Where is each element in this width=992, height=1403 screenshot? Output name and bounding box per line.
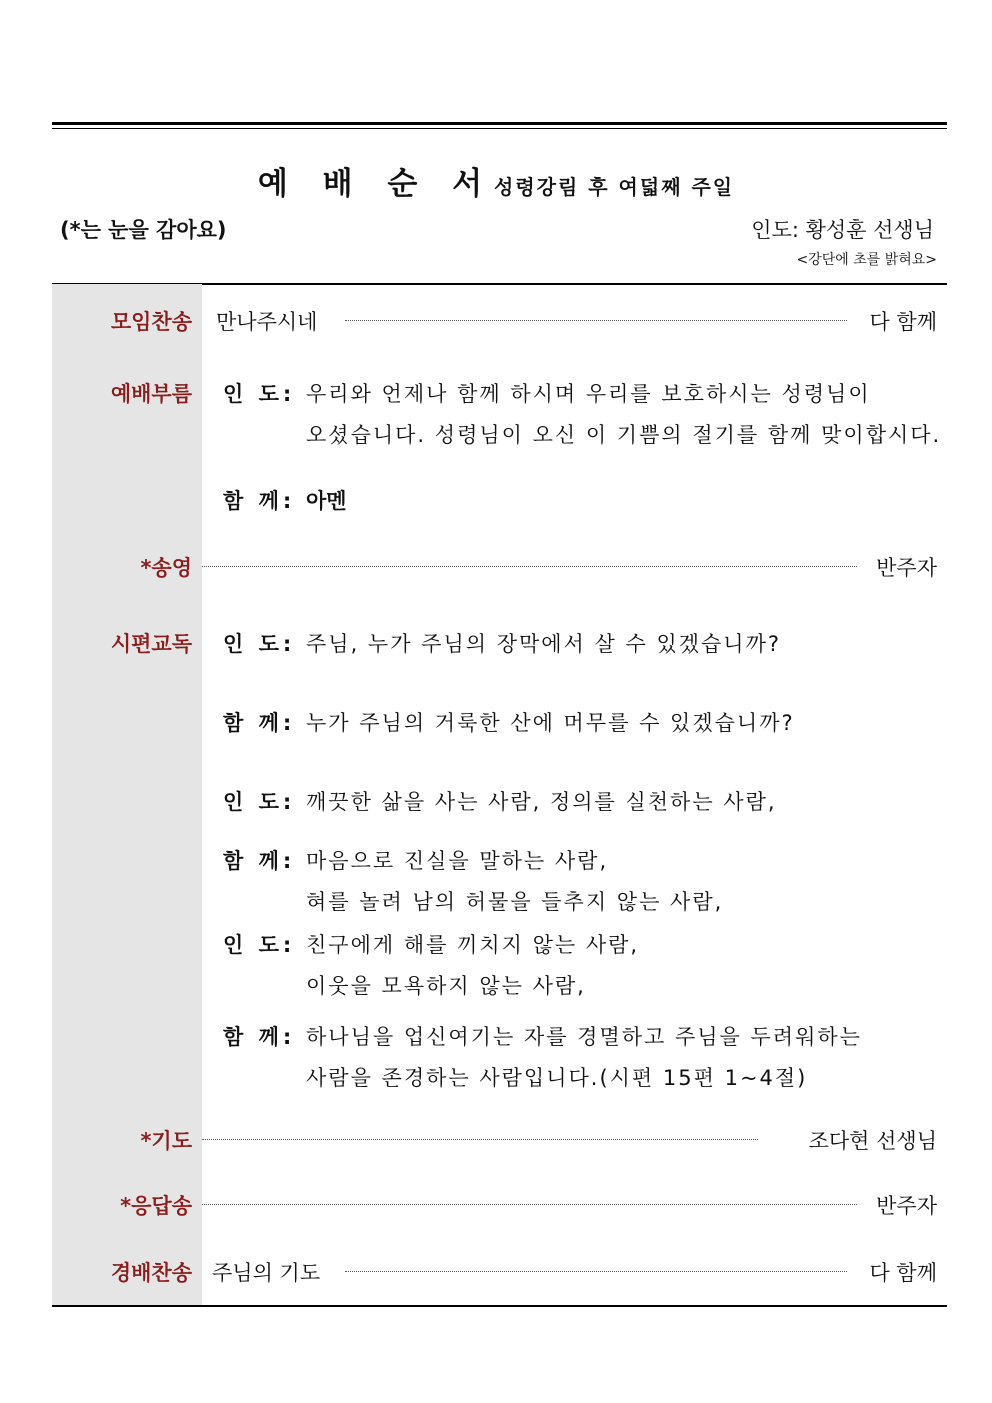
eyes-closed-note: (*는 눈을 감아요) <box>60 218 227 242</box>
psalm-line: 이웃을 모욕하지 않는 사람, <box>306 974 586 998</box>
page-title <box>0 158 992 203</box>
role-leader: 인 도: <box>223 790 296 814</box>
label-hymn: 경배찬송 <box>110 1261 192 1285</box>
call-line-2: 오셨습니다. 성령님이 오신 이 기쁨의 절기를 함께 맞이합시다. <box>306 423 942 447</box>
gathering-title: 만나주시네 <box>216 310 318 334</box>
role-all: 함 께: <box>223 1025 296 1049</box>
psalm-line: 하나님을 업신여기는 자를 경멸하고 주님을 두려워하는 <box>306 1025 862 1049</box>
response-by: 반주자 <box>876 1194 937 1218</box>
dot-leader <box>202 566 857 567</box>
role-all: 함 께: <box>223 489 296 513</box>
prayer-by: 조다현 선생님 <box>808 1129 937 1153</box>
box-bottom-rule <box>52 1305 947 1307</box>
psalm-line: 깨끗한 삶을 사는 사람, 정의를 실천하는 사람, <box>306 790 777 814</box>
label-psalm: 시편교독 <box>110 632 192 656</box>
psalm-line: 누가 주님의 거룩한 산에 머무를 수 있겠습니까? <box>306 711 795 735</box>
label-praise: *송영 <box>140 556 192 580</box>
title-main: 예 배 순 서 <box>257 166 495 202</box>
hymn-title: 주님의 기도 <box>212 1261 321 1285</box>
candle-note: <강단에 초를 밝혀요> <box>796 252 937 268</box>
psalm-line: 사람을 존경하는 사람입니다.(시편 15편 1~4절) <box>306 1066 808 1090</box>
role-leader: 인 도: <box>223 382 296 406</box>
role-leader: 인 도: <box>223 632 296 656</box>
label-gathering: 모임찬송 <box>110 310 192 334</box>
dot-leader <box>345 320 847 321</box>
psalm-line: 혀를 놀려 남의 허물을 들추지 않는 사람, <box>306 890 724 914</box>
psalm-line: 주님, 누가 주님의 장막에서 살 수 있겠습니까? <box>306 632 782 656</box>
label-call: 예배부름 <box>110 382 192 406</box>
top-rule-thick <box>52 122 947 125</box>
psalm-line: 마음으로 진실을 말하는 사람, <box>306 849 609 873</box>
praise-by: 반주자 <box>876 556 937 580</box>
top-rule-thin <box>52 128 947 129</box>
call-line-1: 우리와 언제나 함께 하시며 우리를 보호하시는 성령님이 <box>306 382 871 406</box>
hymn-by: 다 함께 <box>869 1261 937 1285</box>
label-prayer: *기도 <box>140 1129 192 1153</box>
psalm-line: 친구에게 해를 끼치지 않는 사람, <box>306 933 640 957</box>
gathering-by: 다 함께 <box>869 310 937 334</box>
dot-leader <box>202 1204 857 1205</box>
role-leader: 인 도: <box>223 933 296 957</box>
dot-leader <box>202 1139 758 1140</box>
label-response: *응답송 <box>120 1194 192 1218</box>
dot-leader <box>345 1271 847 1272</box>
leader-name: 인도: 황성훈 선생님 <box>751 218 934 242</box>
title-subtitle: 성령강림 후 여덟째 주일 <box>494 175 735 199</box>
role-all: 함 께: <box>223 849 296 873</box>
call-amen: 아멘 <box>306 489 347 513</box>
role-all: 함 께: <box>223 711 296 735</box>
